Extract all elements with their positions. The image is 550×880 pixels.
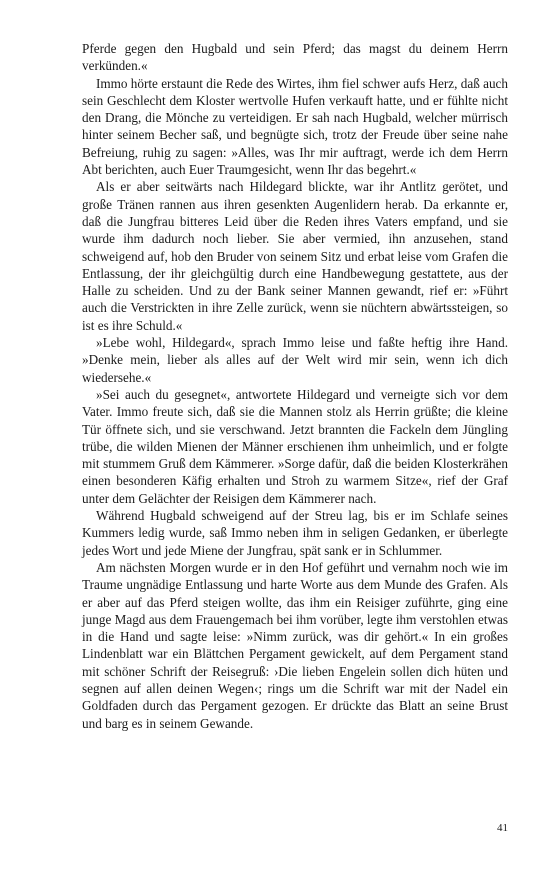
paragraph-5: »Sei auch du gesegnet«, antwortete Hildegard und verneigte sich vor dem Vater. Immo freute sich, daß sie die Mannen stolz als Herrin grüßte; die kleine Tür öffnete sich, und sie verschwand. Jetzt brannten die Fackeln dem Jüngling trübe, die wilden Mienen der Männer erschienen ihm unheimlich, und er folgte mit stummem Gruß dem Kämmerer. »Sorge dafür, daß die beiden Klosterkrähen einen besonderen Käfig erhalten und Stroh zu warmem Sitze«, rief der Graf unter dem Gelächter der Reisigen dem Kämmerer nach. [82,386,508,506]
paragraph-1: Pferde gegen den Hugbald und sein Pferd; das magst du deinem Herrn verkünden.« [82,41,508,74]
page-number: 41 [497,822,508,834]
paragraph-3: Als er aber seitwärts nach Hildegard blickte, war ihr Antlitz gerötet, und große Tränen rannen aus ihren gesenkten Augenlidern herab. Da erkannte er, daß die Jungfrau bitteres Leid über die Reden ihres Vaters empfand, und sie wurde ihm dadurch noch lieber. Sie aber vermied, ihn anzusehen, stand schweigend auf, hob den Bruder von seinem Sitz und erbat leise vom Grafen die Entlassung, der ihr gleichgültig durch eine Handbewegung gestattete, aus der Halle zu scheiden. Und zu der Bank seiner Mannen gewandt, rief er: »Führt auch die Verstrickten in ihre Zelle zurück, wenn sie nüchtern abwärtssteigen, so ist es ihre Schuld.« [82,179,508,333]
paragraph-4: »Lebe wohl, Hildegard«, sprach Immo leise und faßte heftig ihre Hand. »Denke mein, lieber als alles auf der Welt wird mir sein, wenn ich dich wiedersehe.« [82,335,508,385]
paragraph-6: Während Hugbald schweigend auf der Streu lag, bis er im Schlafe seines Kummers ledig wurde, saß Immo neben ihm in seligen Gedanken, er überlegte jedes Wort und jede Miene der Jungfrau, spät sank er in Schlummer. [82,508,508,558]
paragraph-2: Immo hörte erstaunt die Rede des Wirtes, ihm fiel schwer aufs Herz, daß auch sein Geschlecht dem Kloster wertvolle Hufen verkauft hatte, und er fühlte nicht den Drang, die Mönche zu verteidigen. Er sah nach Hugbald, welcher mürrisch hinter seinem Becher saß, und begnügte sich, trotz der Freude über seine nahe Befreiung, ruhig zu sagen: »Alles, was Ihr mir auftragt, werde ich dem Herrn Abt berichten, auch Euer Traumgesicht, wenn Ihr das begehrt.« [82,75,508,178]
paragraph-7: Am nächsten Morgen wurde er in den Hof geführt und vernahm noch wie im Traume ungnädige Entlassung und harte Worte aus dem Munde des Grafen. Als er aber auf das Pferd steigen wollte, das ihm ein Reisiger zuführte, ging eine junge Magd aus dem Frauengemach bei ihm vorüber, legte ihm verstohlen etwas in die Hand und sagte leise: »Nimm zurück, was dir gehört.« In ein großes Lindenblatt war ein Blättchen Pergament gewickelt, auf dem Pergament stand mit schöner Schrift der Reisegruß: ›Die lieben Engelein sollen dich hüten und segnen auf allen deinen Wegen‹; rings um die Schrift war mit der Nadel ein Goldfaden durch das Pergament gezogen. Er drückte das Blatt an seine Brust und barg es in seinem Gewande. [82,559,508,731]
page-body [82,40,508,732]
